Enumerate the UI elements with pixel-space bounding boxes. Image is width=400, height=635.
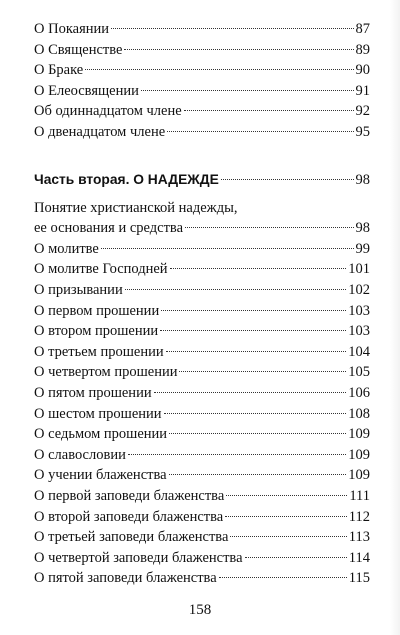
toc-entry [34,19,370,40]
toc-entry-title: О седьмом прошении [34,426,168,443]
dot-leader [169,474,347,475]
toc-entry-title: О второй заповеди блаженства [34,508,224,525]
toc-entry [34,40,370,61]
section-heading-page: 98 [355,172,370,188]
toc-entry-page: 89 [355,41,370,58]
toc-entry-title: О Елеосвящении [34,82,139,99]
toc-entry [34,424,370,445]
dot-leader [160,330,346,331]
dot-leader [161,310,346,311]
toc-entry-page: 103 [348,323,370,340]
toc-entry-title: О шестом прошении [34,405,162,422]
dot-leader [125,289,347,290]
toc-entry-title-line2: ее основания и средства [34,220,184,237]
dot-leader [166,351,347,352]
toc-entry-title: О молитве Господней [34,261,168,278]
toc-entry [34,486,370,507]
dot-leader [225,516,347,517]
toc-entry [34,383,370,404]
dot-leader [184,110,354,111]
dot-leader [230,536,346,537]
dot-leader [169,433,346,434]
toc-entry-title: О первом прошении [34,302,160,319]
dot-leader [154,392,347,393]
toc-entry-title-line1: Понятие христианской надежды, [34,199,238,216]
toc-entry [34,465,370,486]
toc-entry-title: О славословии [34,446,126,463]
toc-entry-title: О молитве [34,240,99,257]
dot-leader [221,179,354,180]
toc-entry-page: 101 [348,261,370,278]
dot-leader [85,69,353,70]
toc-entry [34,101,370,122]
toc-entry-page: 91 [355,82,370,99]
toc-entry-title: О первой заповеди блаженства [34,487,225,504]
dot-leader [101,248,354,249]
toc-entry [34,239,370,260]
toc-entry-title: О четвертой заповеди блаженства [34,549,243,566]
toc-entry-page: 113 [348,529,370,546]
toc-entry-title: Об одиннадцатом члене [34,103,182,120]
dot-leader [219,577,347,578]
toc-entry [34,568,370,589]
dot-leader [226,495,347,496]
toc-entry-continuation [34,218,370,239]
toc-entry-page: 105 [348,364,370,381]
toc-entry-page: 102 [348,281,370,298]
toc-entry [34,342,370,363]
dot-leader [179,371,346,372]
toc-entry [34,259,370,280]
toc-entry-multiline [34,198,370,239]
toc-entry-page: 106 [348,384,370,401]
toc-entry-page: 87 [355,21,370,37]
toc-part-one-tail [34,19,370,143]
toc-entry [34,362,370,383]
toc-entry [34,81,370,102]
toc-entry [34,445,370,466]
toc-entry-page: 98 [355,220,370,237]
dot-leader [164,413,347,414]
toc-entry [34,122,370,143]
toc-part-two [34,170,370,589]
toc-entry-page: 104 [348,343,370,360]
toc-entry-page: 109 [348,467,370,484]
dot-leader [167,131,353,132]
toc-entry-title: О Браке [34,62,84,79]
toc-entry-page: 108 [348,405,370,422]
toc-entry [34,404,370,425]
toc-entry [34,301,370,322]
toc-entry-page: 109 [348,446,370,463]
dot-leader [141,90,354,91]
toc-entry-title: О втором прошении [34,323,159,340]
toc-entry [34,321,370,342]
toc-entry-title: О четвертом прошении [34,364,178,381]
dot-leader [111,28,353,29]
dot-leader [128,454,346,455]
toc-entry [34,548,370,569]
page-edge-shadow [390,0,400,635]
toc-entry-title: О третьем прошении [34,343,164,360]
page-number: 158 [188,602,212,618]
toc-entry-title: О пятом прошении [34,384,152,401]
toc-entry-page: 103 [348,302,370,319]
toc-entry-page: 90 [355,62,370,79]
toc-entry-page: 115 [348,570,370,587]
toc-entry-page: 95 [355,123,370,140]
toc-entry [34,280,370,301]
toc-entry [34,527,370,548]
toc-entry [34,60,370,81]
toc-entry-page: 111 [349,487,370,504]
toc-entry-page: 99 [355,240,370,257]
toc-entry-title: О учении блаженства [34,467,167,484]
toc-entry-page: 109 [348,426,370,443]
toc-entry-page: 92 [355,103,370,120]
toc-entry-title: О Священстве [34,41,123,58]
toc-entry-title: О Покаянии [34,21,110,37]
toc-entry-title: О третьей заповеди блаженства [34,529,229,546]
toc-entry-title: О призывании [34,281,123,298]
toc-entry-page: 112 [348,508,370,525]
toc-entry-title: О двенадцатом члене [34,123,166,140]
section-heading-title: Часть вторая. О НАДЕЖДЕ [34,172,219,187]
dot-leader [245,557,347,558]
toc-entry [34,507,370,528]
toc-entry-title: О пятой заповеди блаженства [34,570,217,587]
dot-leader [185,227,353,228]
toc-entry-page: 114 [348,549,370,566]
toc-section-heading [34,170,370,191]
dot-leader [124,49,353,50]
dot-leader [170,268,347,269]
